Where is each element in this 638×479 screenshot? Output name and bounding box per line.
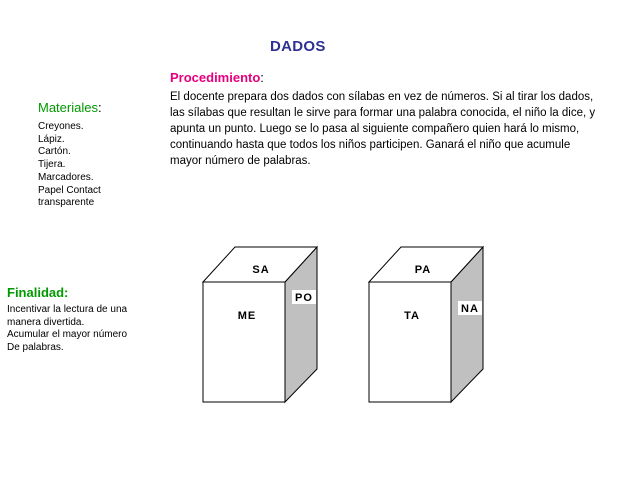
page-title: DADOS: [270, 38, 326, 55]
materiales-item: Tijera.: [38, 159, 66, 171]
procedimiento-line: mayor número de palabras.: [170, 155, 311, 167]
procedimiento-heading-text: Procedimiento: [170, 70, 261, 85]
procedimiento-line: continuando hasta que todos los niños participen. Ganará el niño que acumule: [170, 139, 571, 151]
procedimiento-line: El docente prepara dos dados con sílabas en vez de números. Si al tirar los dados,: [170, 91, 594, 103]
procedimiento-line: las sílabas que resultan le sirve para formar una palabra conocida, el niño la dice, y: [170, 107, 596, 119]
finalidad-item: Acumular el mayor número: [7, 329, 128, 341]
finalidad-heading: Finalidad:: [7, 285, 69, 300]
die-2-front-face: [369, 282, 451, 402]
finalidad-item: manera divertida.: [7, 316, 85, 328]
die-1: [203, 247, 317, 402]
die-1-front-face: [203, 282, 285, 402]
finalidad-item: De palabras.: [7, 342, 64, 354]
die-2-front-label: TA: [404, 310, 420, 322]
materiales-item: Papel Contact: [38, 184, 101, 196]
die-1-front-label: ME: [237, 310, 257, 322]
materiales-item: Lápiz.: [38, 133, 65, 145]
die-2-top-label: PA: [414, 264, 432, 276]
procedimiento-heading-colon: :: [260, 70, 264, 85]
materiales-item: Marcadores.: [38, 171, 94, 183]
die-2: [369, 247, 483, 402]
die-1-side-label: PO: [295, 292, 313, 304]
die-2-side-label: NA: [461, 303, 479, 315]
procedimiento-line: apunta un punto. Luego se lo pasa al siguiente compañero quien hará lo mismo,: [170, 123, 580, 135]
materiales-item: transparente: [38, 197, 95, 209]
materiales-item: Cartón.: [38, 146, 71, 158]
die-1-top-label: SA: [252, 264, 270, 276]
materiales-heading-colon: :: [97, 100, 102, 115]
materiales-heading-text: Materiales: [38, 100, 98, 115]
finalidad-item: Incentivar la lectura de una: [7, 304, 128, 315]
materiales-item: Creyones.: [38, 121, 84, 132]
